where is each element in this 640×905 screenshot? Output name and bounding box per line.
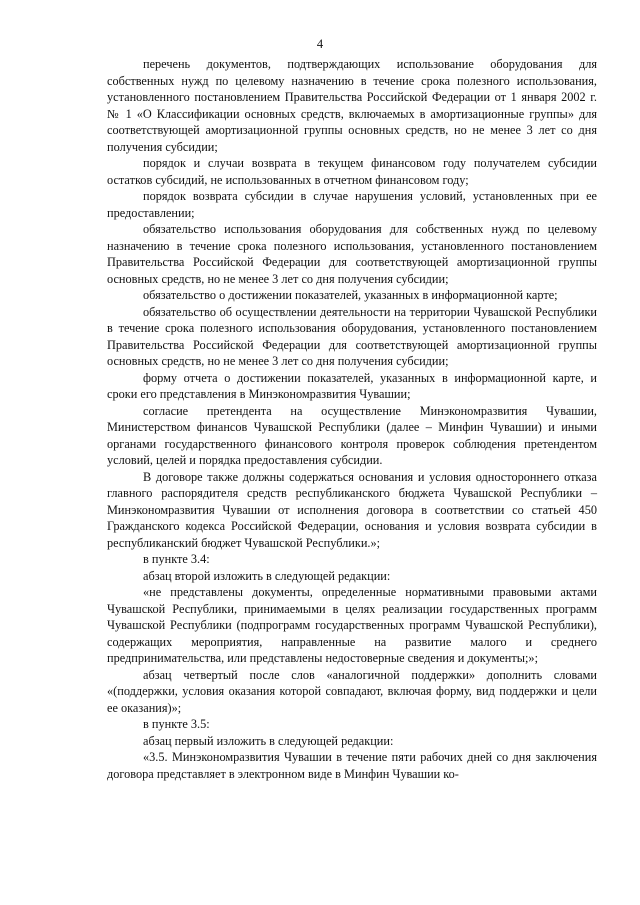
- paragraph: в пункте 3.5:: [143, 717, 210, 731]
- paragraph: абзац четвертый после слов «аналогичной поддержки» дополнить словами «(поддержки, условия оказания которой совпадают, включая форму, вид поддержки и цели ее оказания)»;: [107, 667, 597, 715]
- paragraph: обязательство об осуществлении деятельности на территории Чувашской Республики в течение срока полезного использования оборудования, установленного постановлением Правительства Российской Федерации для соответствующей амортизационной группы основных средств, но не менее 3 лет со дня получения субсидии;: [107, 304, 597, 368]
- paragraph: абзац второй изложить в следующей редакции:: [143, 568, 391, 583]
- paragraph: перечень документов, подтверждающих использование оборудования для собственных нужд по целевому назначению в течение срока полезного использования, установленного постановлением Правительства Российской Федерации от 1 января 2002 г. № 1 «О Классификации основных средств, включаемых в амортизационные группы» для соответствующей амортизационной группы основных средств, но не менее 3 лет со дня получения субсидии;: [107, 57, 597, 154]
- paragraph: форму отчета о достижении показателей, указанных в информационной карте, и сроки его представления в Минэкономразвития Чувашии;: [107, 370, 597, 401]
- paragraph: «не представлены документы, определенные нормативными правовыми актами Чувашской Республики, принимаемыми в целях реализации государственных программ Чувашской Республики (подпрограмм государственных программ Чувашской Республики), содержащих мероприятия, направленные на развитие малого и среднего предпринимательства, или представлены недостоверные сведения и документы;»;: [107, 585, 597, 665]
- paragraph: порядок возврата субсидии в случае нарушения условий, установленных при ее предоставлении;: [107, 189, 597, 220]
- paragraph: абзац первый изложить в следующей редакции:: [143, 733, 394, 748]
- paragraph: В договоре также должны содержаться основания и условия одностороннего отказа главного распорядителя средств республиканского бюджета Чувашской Республики – Минэкономразвития Чувашии от исполнения договора в соответствии со статьей 450 Гражданского кодекса Российской Федерации, основания и условия возврата субсидии в республиканский бюджет Чувашской Республики.»;: [107, 469, 597, 550]
- paragraph: обязательство использования оборудования для собственных нужд по целевому назначению в течение срока полезного использования, установленного постановлением Правительства Российской Федерации для соответствующей амортизационной группы основных средств, но не менее 3 лет со дня получения субсидии;: [107, 222, 597, 286]
- paragraph: в пункте 3.4:: [143, 552, 210, 566]
- paragraph: обязательство о достижении показателей, указанных в информационной карте;: [143, 288, 558, 302]
- page-number: 4: [316, 37, 324, 51]
- paragraph: «3.5. Минэкономразвития Чувашии в течение пяти рабочих дней со дня заключения договора представляет в электронном виде в Минфин Чувашии ко-: [107, 750, 597, 781]
- paragraph: порядок и случаи возврата в текущем финансовом году получателем субсидии остатков субсидий, не использованных в отчетном финансовом году;: [107, 156, 597, 187]
- document-body: [107, 56, 597, 782]
- paragraph: согласие претендента на осуществление Минэкономразвития Чувашии, Министерством финансов Чувашской Республики (далее – Минфин Чувашии) и иными органами государственного финансового контроля проверок соблюдения претендентом условий, целей и порядка предоставления субсидии.: [107, 403, 597, 467]
